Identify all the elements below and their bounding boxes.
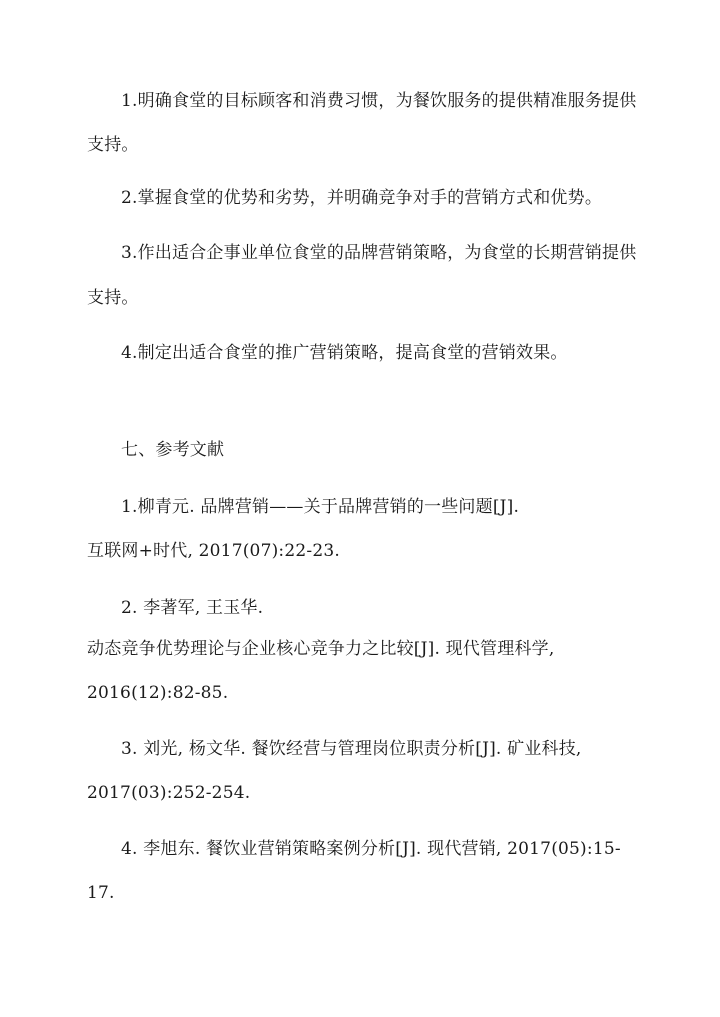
- references-heading: 七、参考文献: [121, 440, 225, 460]
- reference-2-line-3: 2016(12):82-85.: [87, 683, 229, 703]
- goal-2-line-1: 2.掌握食堂的优势和劣势，并明确竞争对手的营销方式和优势。: [121, 188, 603, 208]
- reference-4-line-2: 17.: [87, 883, 115, 903]
- goal-1-line-1: 1.明确食堂的目标顾客和消费习惯，为餐饮服务的提供精准服务提供: [121, 91, 637, 111]
- reference-2-line-1: 2. 李著军, 王玉华.: [121, 598, 264, 618]
- goal-3-line-2: 支持。: [87, 288, 139, 308]
- reference-3-line-2: 2017(03):252-254.: [87, 783, 251, 803]
- goal-4-line-1: 4.制定出适合食堂的推广营销策略，提高食堂的营销效果。: [121, 343, 568, 363]
- reference-2-line-2: 动态竞争优势理论与企业核心竞争力之比较[J]. 现代管理科学,: [87, 639, 555, 659]
- goal-3-line-1: 3.作出适合企事业单位食堂的品牌营销策略，为食堂的长期营销提供: [121, 243, 637, 263]
- reference-1-line-1: 1.柳青元. 品牌营销——关于品牌营销的一些问题[J].: [121, 497, 520, 517]
- reference-3-line-1: 3. 刘光, 杨文华. 餐饮经营与管理岗位职责分析[J]. 矿业科技,: [121, 739, 582, 759]
- reference-1-line-2: 互联网+时代, 2017(07):22-23.: [87, 541, 340, 561]
- reference-4-line-1: 4. 李旭东. 餐饮业营销策略案例分析[J]. 现代营销, 2017(05):15-: [121, 839, 621, 859]
- goal-1-line-2: 支持。: [87, 135, 139, 155]
